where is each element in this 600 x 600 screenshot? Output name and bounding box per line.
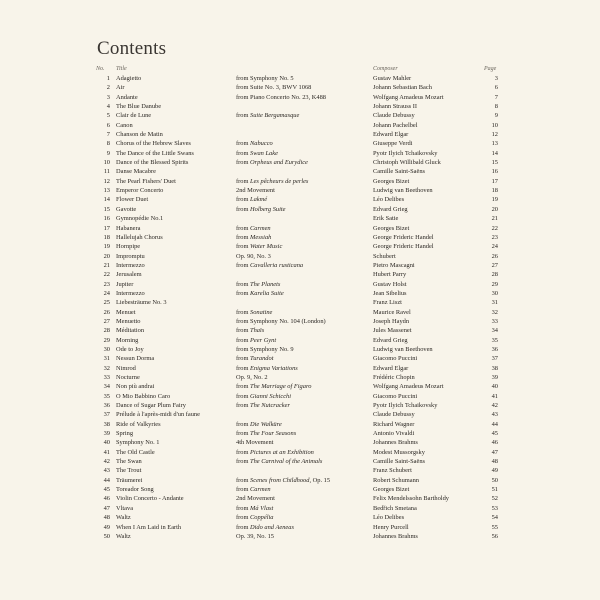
entry-number: 24 xyxy=(103,289,110,297)
entry-page: 30 xyxy=(491,289,498,297)
entry-page: 23 xyxy=(491,233,498,241)
entry-title: Nimrod xyxy=(116,364,136,372)
contents-row xyxy=(0,308,600,317)
entry-source: from Gianni Schicchi xyxy=(236,392,292,400)
entry-page: 15 xyxy=(491,159,498,167)
entry-page: 8 xyxy=(494,103,498,111)
entry-number: 12 xyxy=(103,177,110,185)
contents-row xyxy=(0,102,600,111)
entry-source: from Symphony No. 104 (London) xyxy=(236,317,326,325)
entry-title: Chorus of the Hebrew Slaves xyxy=(116,140,191,148)
entry-source: from The Planets xyxy=(236,280,281,288)
entry-title: Dance of Sugar Plum Fairy xyxy=(116,402,186,410)
entry-composer: Richard Wagner xyxy=(373,420,415,428)
entry-title: Ride of Valkyries xyxy=(116,420,161,428)
contents-row xyxy=(0,280,600,289)
contents-row xyxy=(0,186,600,195)
entry-composer: Johann Sebastian Bach xyxy=(373,84,432,92)
entry-title: The Trout xyxy=(116,467,142,475)
contents-row xyxy=(0,261,600,270)
entry-number: 33 xyxy=(103,374,110,381)
entry-composer: Hubert Parry xyxy=(373,271,407,279)
entry-page: 34 xyxy=(491,327,498,335)
entry-number: 3 xyxy=(106,93,110,101)
entry-source: from Má Vlast xyxy=(236,504,274,512)
entry-title: Ode to Joy xyxy=(116,345,144,353)
entry-source: 4th Movement xyxy=(236,439,274,447)
entry-composer: Robert Schumann xyxy=(373,476,419,484)
entry-title: Symphony No. 1 xyxy=(116,439,160,447)
contents-row xyxy=(0,83,600,92)
entry-title: Waltz xyxy=(116,532,131,540)
entry-page: 9 xyxy=(494,112,498,120)
entry-page: 50 xyxy=(491,476,498,484)
column-header-no: No. xyxy=(96,66,105,72)
entry-page: 55 xyxy=(491,523,498,531)
entry-title: Jerusalem xyxy=(116,271,142,279)
contents-row xyxy=(0,214,600,223)
contents-row xyxy=(0,74,600,83)
entry-title: Gymnopédie No.1 xyxy=(116,215,164,223)
entry-composer: Jean Sibelius xyxy=(373,289,407,297)
entry-number: 14 xyxy=(103,196,110,204)
entry-source: from Sonatine xyxy=(236,308,273,316)
entry-composer: Henry Purcell xyxy=(373,523,409,531)
entry-page: 42 xyxy=(491,402,498,410)
entry-number: 43 xyxy=(103,467,110,475)
entry-composer: Claude Debussy xyxy=(373,411,415,419)
entry-page: 37 xyxy=(491,355,498,363)
entry-title: When I Am Laid in Earth xyxy=(116,523,182,531)
contents-row xyxy=(0,205,600,214)
entry-composer: Pyotr Ilyich Tchaikovsky xyxy=(373,402,438,410)
entry-number: 30 xyxy=(103,345,110,353)
entry-number: 1 xyxy=(106,75,110,82)
contents-list xyxy=(0,74,600,541)
entry-page: 33 xyxy=(491,317,498,325)
entry-page: 7 xyxy=(494,93,498,101)
entry-title: Toreador Song xyxy=(116,486,154,494)
entry-title: Clair de Lune xyxy=(116,112,152,120)
entry-composer: Felix Mendelssohn Bartholdy xyxy=(373,495,449,503)
entry-page: 24 xyxy=(491,243,498,251)
contents-row xyxy=(0,149,600,158)
entry-number: 13 xyxy=(103,187,110,195)
entry-composer: Edward Elgar xyxy=(373,131,409,139)
entry-source: from The Carnival of the Animals xyxy=(236,458,323,466)
column-header-title: Title xyxy=(116,66,127,72)
entry-page: 16 xyxy=(491,168,498,176)
entry-title: Dance of the Blessed Spirits xyxy=(116,159,189,167)
entry-title: Jupiter xyxy=(116,280,134,288)
entry-composer: Gustav Holst xyxy=(373,280,407,288)
entry-source: from Die Walküre xyxy=(236,420,282,428)
page-title: Contents xyxy=(97,38,167,59)
entry-page: 18 xyxy=(491,187,498,195)
contents-row xyxy=(0,523,600,532)
entry-title: Menuetto xyxy=(116,317,141,325)
entry-source: from Carmen xyxy=(236,486,271,494)
contents-row xyxy=(0,373,600,382)
contents-row xyxy=(0,420,600,429)
entry-page: 26 xyxy=(491,252,498,260)
entry-page: 46 xyxy=(491,439,498,447)
entry-composer: Franz Schubert xyxy=(373,467,412,475)
entry-page: 35 xyxy=(491,336,498,344)
entry-number: 25 xyxy=(103,299,110,307)
entry-number: 47 xyxy=(103,504,110,512)
entry-composer: George Frideric Handel xyxy=(373,233,434,241)
entry-page: 21 xyxy=(491,215,498,223)
entry-number: 35 xyxy=(103,392,110,400)
entry-number: 2 xyxy=(106,84,110,92)
entry-composer: Antonio Vivaldi xyxy=(373,430,415,438)
contents-row xyxy=(0,111,600,120)
contents-row xyxy=(0,354,600,363)
entry-source: from Cavalleria rusticana xyxy=(236,261,304,269)
entry-title: Non più andrai xyxy=(116,383,155,391)
entry-page: 12 xyxy=(491,131,498,139)
entry-source: from Water Music xyxy=(236,243,283,251)
entry-composer: Georges Bizet xyxy=(373,486,410,494)
entry-number: 19 xyxy=(103,243,110,251)
contents-row xyxy=(0,233,600,242)
entry-source: from Karelia Suite xyxy=(236,289,284,297)
contents-row xyxy=(0,504,600,513)
entry-composer: Frédéric Chopin xyxy=(373,374,415,381)
contents-row xyxy=(0,130,600,139)
entry-title: Morning xyxy=(116,336,139,344)
entry-page: 14 xyxy=(491,149,498,157)
contents-row xyxy=(0,121,600,130)
entry-title: The Blue Danube xyxy=(116,103,162,111)
entry-number: 21 xyxy=(103,261,110,269)
entry-source: from Messiah xyxy=(236,233,272,241)
entry-number: 41 xyxy=(103,448,110,456)
entry-page: 40 xyxy=(491,383,498,391)
entry-number: 6 xyxy=(106,121,110,129)
entry-number: 34 xyxy=(103,383,110,391)
entry-composer: George Frideric Handel xyxy=(373,243,434,251)
entry-number: 11 xyxy=(103,168,110,176)
entry-source: from Holberg Suite xyxy=(236,205,286,213)
entry-number: 42 xyxy=(103,458,110,466)
entry-title: The Swan xyxy=(116,458,142,466)
entry-number: 27 xyxy=(103,317,110,325)
entry-source: from Thaïs xyxy=(236,327,265,335)
entry-title: The Old Castle xyxy=(116,448,155,456)
entry-number: 39 xyxy=(103,430,110,438)
entry-title: Gavotte xyxy=(116,205,137,213)
entry-source: from Peer Gynt xyxy=(236,336,277,344)
entry-title: Träumerei xyxy=(116,476,143,484)
entry-title: Emperor Concerto xyxy=(116,187,164,195)
entry-source: from Nabucco xyxy=(236,140,273,148)
entry-title: Waltz xyxy=(116,514,131,522)
entry-composer: Georges Bizet xyxy=(373,224,410,232)
entry-composer: Bedřich Smetana xyxy=(373,504,417,512)
contents-row xyxy=(0,466,600,475)
entry-number: 48 xyxy=(103,514,110,522)
entry-number: 26 xyxy=(103,308,110,316)
entry-number: 17 xyxy=(103,224,110,232)
entry-number: 46 xyxy=(103,495,110,503)
entry-number: 4 xyxy=(106,103,110,111)
entry-page: 20 xyxy=(491,205,498,213)
entry-composer: Schubert xyxy=(373,252,396,260)
entry-number: 7 xyxy=(106,131,110,139)
entry-page: 10 xyxy=(491,121,498,129)
contents-row xyxy=(0,177,600,186)
entry-title: Hallelujah Chorus xyxy=(116,233,163,241)
entry-title: Adagietto xyxy=(116,75,142,82)
entry-number: 15 xyxy=(103,205,110,213)
entry-composer: Johannes Brahms xyxy=(373,439,418,447)
entry-source: from Enigma Variations xyxy=(236,364,298,372)
entry-page: 43 xyxy=(491,411,498,419)
entry-composer: Léo Delibes xyxy=(373,514,405,522)
entry-title: Nessun Dorma xyxy=(116,355,155,363)
contents-row xyxy=(0,392,600,401)
entry-number: 38 xyxy=(103,420,110,428)
entry-page: 27 xyxy=(491,261,498,269)
entry-page: 56 xyxy=(491,532,498,540)
entry-title: Prélude à l'après-midi d'un faune xyxy=(116,411,200,419)
entry-number: 40 xyxy=(103,439,110,447)
entry-title: Andante xyxy=(116,93,138,101)
entry-title: Intermezzo xyxy=(116,289,145,297)
contents-row xyxy=(0,252,600,261)
contents-row xyxy=(0,158,600,167)
contents-row xyxy=(0,429,600,438)
entry-number: 29 xyxy=(103,336,110,344)
entry-page: 32 xyxy=(491,308,498,316)
entry-title: Danse Macabre xyxy=(116,168,156,176)
entry-page: 54 xyxy=(491,514,498,522)
entry-source: from Swan Lake xyxy=(236,149,278,157)
contents-row xyxy=(0,382,600,391)
contents-row xyxy=(0,532,600,541)
contents-row xyxy=(0,93,600,102)
entry-composer: Wolfgang Amadeus Mozart xyxy=(373,93,444,101)
entry-title: Vltava xyxy=(116,504,134,512)
entry-source: 2nd Movement xyxy=(236,495,275,503)
entry-source: from Symphony No. 5 xyxy=(236,75,294,82)
entry-number: 5 xyxy=(106,112,110,120)
entry-source: from Piano Concerto No. 23, K488 xyxy=(236,93,327,101)
entry-source: from Carmen xyxy=(236,224,271,232)
entry-page: 22 xyxy=(491,224,498,232)
entry-composer: Modest Mussorgsky xyxy=(373,448,425,456)
entry-title: Violin Concerto - Andante xyxy=(116,495,184,503)
entry-source: from The Four Seasons xyxy=(236,430,297,438)
entry-composer: Johannes Brahms xyxy=(373,532,418,540)
entry-composer: Léo Delibes xyxy=(373,196,405,204)
entry-title: Nocturne xyxy=(116,374,140,381)
entry-number: 32 xyxy=(103,364,110,372)
entry-number: 50 xyxy=(103,532,110,540)
entry-source: Op. 39, No. 15 xyxy=(236,532,274,540)
entry-source: from Suite No. 3, BWV 1068 xyxy=(236,84,312,92)
entry-composer: Camille Saint-Saëns xyxy=(373,458,426,466)
contents-row xyxy=(0,270,600,279)
contents-row xyxy=(0,298,600,307)
entry-number: 16 xyxy=(103,215,110,223)
entry-composer: Pietro Mascagni xyxy=(373,261,415,269)
entry-title: Flower Duet xyxy=(116,196,149,204)
entry-source: from Coppélia xyxy=(236,514,274,522)
entry-number: 44 xyxy=(103,476,110,484)
entry-number: 23 xyxy=(103,280,110,288)
entry-page: 29 xyxy=(491,280,498,288)
entry-page: 17 xyxy=(491,177,498,185)
contents-row xyxy=(0,326,600,335)
contents-row xyxy=(0,167,600,176)
entry-page: 38 xyxy=(491,364,498,372)
entry-number: 31 xyxy=(103,355,110,363)
entry-page: 51 xyxy=(491,486,498,494)
entry-page: 48 xyxy=(491,458,498,466)
entry-source: from Les pêcheurs de perles xyxy=(236,177,309,185)
entry-title: Intermezzo xyxy=(116,261,145,269)
entry-title: Habanera xyxy=(116,224,141,232)
entry-number: 8 xyxy=(106,140,110,148)
entry-title: Impromptu xyxy=(116,252,145,260)
entry-composer: Erik Satie xyxy=(373,215,399,223)
entry-number: 36 xyxy=(103,402,110,410)
entry-page: 41 xyxy=(491,392,498,400)
entry-page: 53 xyxy=(491,504,498,512)
entry-title: Méditation xyxy=(116,327,145,335)
entry-source: from Scenes from Childhood, Op. 15 xyxy=(236,476,331,484)
entry-title: Spring xyxy=(116,430,134,438)
entry-page: 49 xyxy=(491,467,498,475)
entry-composer: Ludwig van Beethoven xyxy=(373,187,433,195)
entry-source: from Lakmé xyxy=(236,196,268,204)
contents-row xyxy=(0,513,600,522)
entry-title: Liebesträume No. 3 xyxy=(116,299,167,307)
contents-row xyxy=(0,224,600,233)
contents-row xyxy=(0,364,600,373)
entry-page: 3 xyxy=(494,75,498,82)
entry-page: 28 xyxy=(491,271,498,279)
entry-title: O Mio Babbino Caro xyxy=(116,392,171,400)
contents-row xyxy=(0,476,600,485)
entry-title: Menuet xyxy=(116,308,136,316)
entry-number: 28 xyxy=(103,327,110,335)
entry-page: 36 xyxy=(491,345,498,353)
contents-row xyxy=(0,289,600,298)
contents-row xyxy=(0,139,600,148)
entry-source: Op. 90, No. 3 xyxy=(236,252,271,260)
entry-source: Op. 9, No. 2 xyxy=(236,374,268,381)
contents-row xyxy=(0,494,600,503)
entry-composer: Camille Saint-Saëns xyxy=(373,168,426,176)
entry-number: 22 xyxy=(103,271,110,279)
entry-title: Air xyxy=(116,84,125,92)
contents-row xyxy=(0,195,600,204)
entry-source: 2nd Movement xyxy=(236,187,275,195)
entry-composer: Gustav Mahler xyxy=(373,75,412,82)
contents-row xyxy=(0,485,600,494)
entry-number: 45 xyxy=(103,486,110,494)
contents-row xyxy=(0,345,600,354)
entry-source: from The Marriage of Figaro xyxy=(236,383,312,391)
entry-source: from Pictures at an Exhibition xyxy=(236,448,314,456)
contents-row xyxy=(0,410,600,419)
entry-page: 31 xyxy=(491,299,498,307)
entry-composer: Edvard Grieg xyxy=(373,336,408,344)
contents-row xyxy=(0,438,600,447)
entry-composer: Jules Massenet xyxy=(373,327,412,335)
entry-page: 52 xyxy=(491,495,498,503)
entry-composer: Georges Bizet xyxy=(373,177,410,185)
entry-title: The Dance of the Little Swans xyxy=(116,149,194,157)
entry-source: from Dido and Aeneas xyxy=(236,523,294,531)
entry-title: Canon xyxy=(116,121,133,129)
entry-composer: Giuseppe Verdi xyxy=(373,140,413,148)
entry-page: 47 xyxy=(491,448,498,456)
entry-composer: Christoph Willibald Gluck xyxy=(373,159,441,167)
entry-title: Chanson de Matin xyxy=(116,131,163,139)
entry-composer: Pyotr Ilyich Tchaikovsky xyxy=(373,149,438,157)
entry-title: The Pearl Fishers' Duet xyxy=(116,177,176,185)
entry-source: from Symphony No. 9 xyxy=(236,345,294,353)
entry-composer: Giacomo Puccini xyxy=(373,355,418,363)
entry-number: 37 xyxy=(103,411,110,419)
entry-composer: Wolfgang Amadeus Mozart xyxy=(373,383,444,391)
entry-composer: Giacomo Puccini xyxy=(373,392,418,400)
entry-title: Hornpipe xyxy=(116,243,141,251)
column-header-page: Page xyxy=(484,66,497,72)
entry-number: 49 xyxy=(103,523,110,531)
entry-composer: Edvard Grieg xyxy=(373,205,408,213)
entry-source: from Orpheus and Eurydice xyxy=(236,159,308,167)
entry-number: 20 xyxy=(103,252,110,260)
contents-row xyxy=(0,448,600,457)
entry-number: 18 xyxy=(103,233,110,241)
column-header-composer: Composer xyxy=(373,66,398,72)
entry-number: 10 xyxy=(103,159,110,167)
entry-page: 39 xyxy=(491,374,498,381)
entry-page: 44 xyxy=(491,420,498,428)
entry-source: from Suite Bergamasque xyxy=(236,112,300,120)
entry-composer: Johann Strauss II xyxy=(373,103,418,111)
contents-row xyxy=(0,336,600,345)
entry-composer: Edward Elgar xyxy=(373,364,409,372)
entry-composer: Franz Liszt xyxy=(373,299,402,307)
entry-source: from Turandot xyxy=(236,355,274,363)
entry-composer: Claude Debussy xyxy=(373,112,415,120)
entry-composer: Ludwig van Beethoven xyxy=(373,345,433,353)
entry-page: 19 xyxy=(491,196,498,204)
entry-composer: Johann Pachelbel xyxy=(373,121,418,129)
contents-row xyxy=(0,457,600,466)
contents-row xyxy=(0,317,600,326)
contents-row xyxy=(0,401,600,410)
entry-page: 13 xyxy=(491,140,498,148)
entry-page: 6 xyxy=(494,84,498,92)
entry-composer: Maurice Ravel xyxy=(373,308,411,316)
entry-number: 9 xyxy=(106,149,110,157)
entry-composer: Joseph Haydn xyxy=(373,317,410,325)
contents-row xyxy=(0,242,600,251)
entry-page: 45 xyxy=(491,430,498,438)
entry-source: from The Nutcracker xyxy=(236,402,290,410)
